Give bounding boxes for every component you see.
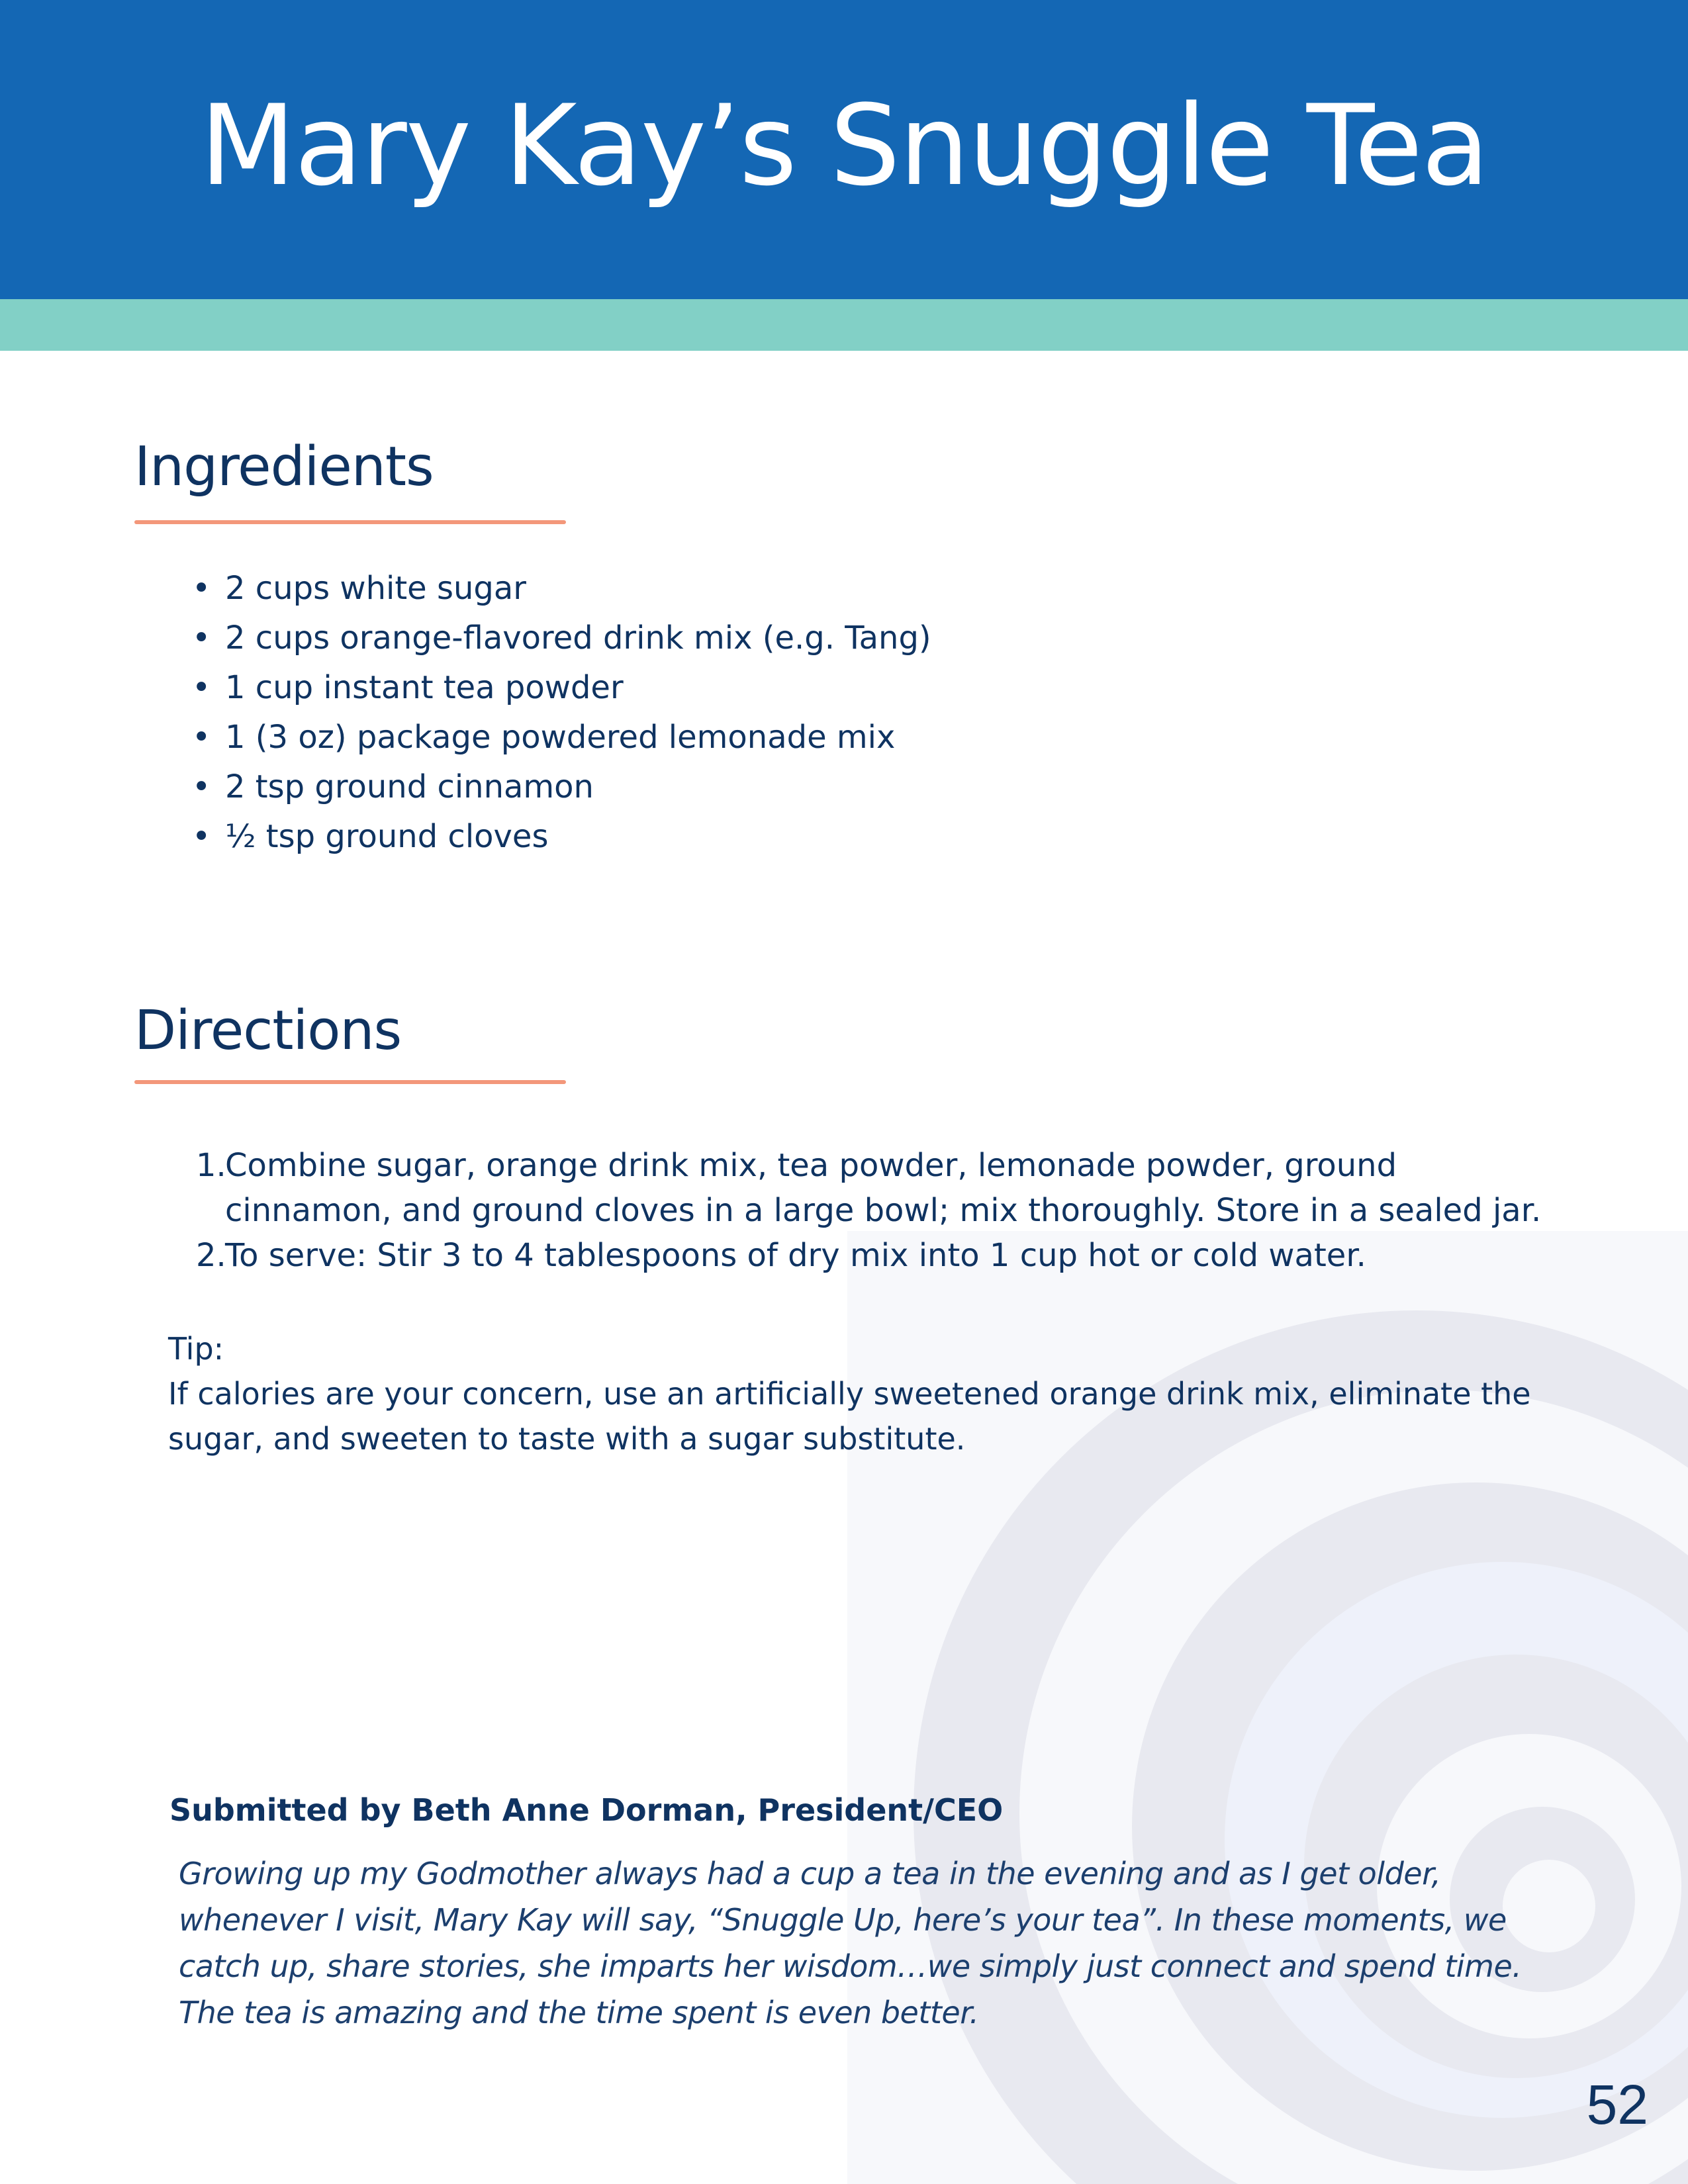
direction-step [196,1143,1556,1233]
tip-text: If calories are your concern, use an artificially sweetened orange drink mix, eliminate the sugar, and sweeten to taste with a sugar substitute. [168,1376,1531,1457]
ingredient-text: 2 cups white sugar [225,570,527,607]
step-text: To serve: Stir 3 to 4 tablespoons of dry mix into 1 cup hot or cold water. [225,1237,1366,1274]
directions-heading: Directions [134,999,402,1062]
bullet-icon: • [192,619,211,657]
list-item [192,762,931,812]
bullet-icon: • [192,570,211,607]
ingredient-text: 2 tsp ground cinnamon [225,768,594,805]
ingredient-text: 1 (3 oz) package powdered lemonade mix [225,719,896,756]
ingredients-underline [134,520,566,524]
list-item [192,812,931,862]
direction-step [196,1233,1556,1278]
step-number: 1. [196,1147,226,1184]
bullet-icon: • [192,818,211,855]
list-item [192,564,931,614]
directions-underline [134,1080,566,1084]
story-text: Growing up my Godmother always had a cup a tea in the evening and as I get older, whenever I visit, Mary Kay will say, “Snuggle Up, here’s your tea”. In these moments, we catch up, share stories, she imparts her wisdom…we simply just connect and spend time. The tea is amazing and the time spent is even better. [179,1856,1522,2030]
ingredient-text: 1 cup instant tea powder [225,669,624,706]
list-item [192,614,931,663]
ingredient-text: 2 cups orange-flavored drink mix (e.g. Tang) [225,619,931,657]
bullet-icon: • [192,719,211,756]
directions-list [196,1143,1556,1278]
ingredient-text: ½ tsp ground cloves [225,818,549,855]
submitted-by: Submitted by Beth Anne Dorman, President/CEO [169,1792,1004,1828]
step-text: Combine sugar, orange drink mix, tea powder, lemonade powder, ground cinnamon, and ground cloves in a large bowl; mix thoroughly. Store in a sealed jar. [225,1147,1542,1229]
accent-band [0,299,1688,351]
bullet-icon: • [192,768,211,805]
page-title: Mary Kay’s Snuggle Tea [199,81,1489,210]
list-item [192,713,931,762]
step-number: 2. [196,1237,226,1274]
tip-label: Tip: [168,1331,224,1367]
list-item [192,663,931,713]
page-number: 52 [1586,2073,1648,2136]
ingredients-heading: Ingredients [134,435,434,498]
bullet-icon: • [192,669,211,706]
ingredients-list [192,564,931,862]
